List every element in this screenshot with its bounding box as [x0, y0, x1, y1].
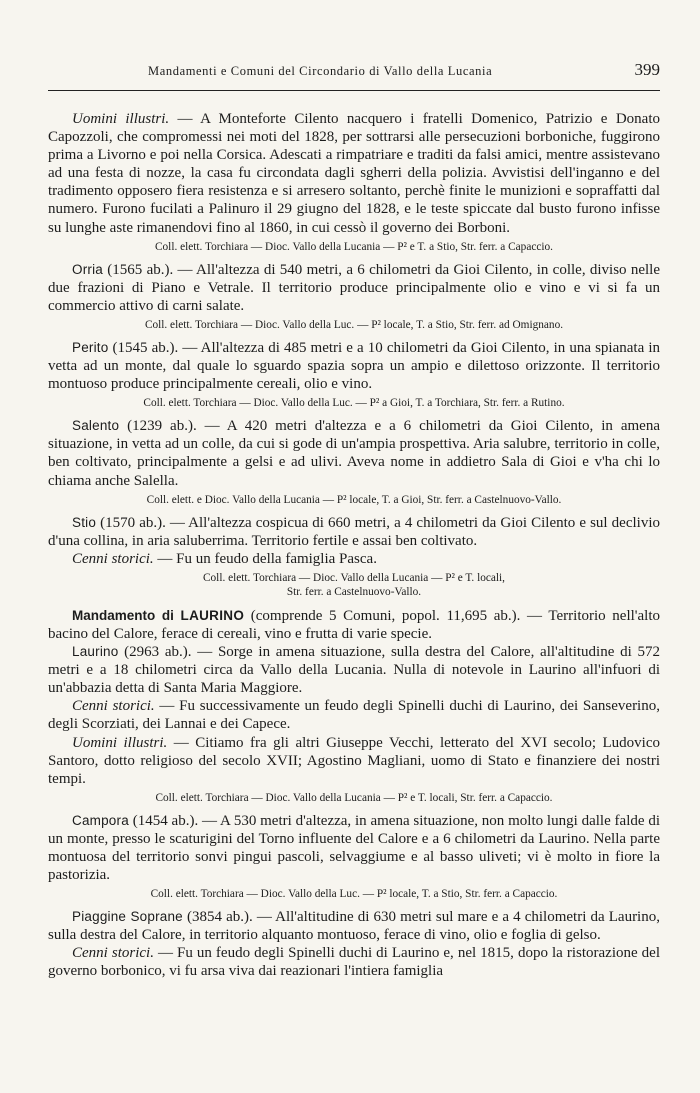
entry-text-stio: (1570 ab.). — All'altezza cospicua di 660 metri, a 4 chilometri da Gioi Cilento e sul declivio d'una collina, in aria saluberrima. Territorio fertile e assai ben coltivato. — [48, 514, 660, 549]
page-header — [48, 62, 660, 84]
paragraph-text: — Fu un feudo della famiglia Pasca. — [153, 550, 377, 567]
coll-line-campora: Coll. elett. Torchiara — Dioc. Vallo della Luc. — P² locale, T. a Stio, Str. ferr. a Capaccio. — [150, 888, 558, 901]
entry-piaggine-soprane — [48, 908, 660, 944]
mandamento-text: (comprende 5 Comuni, popol. 11,695 ab.). — Territorio nell'alto bacino del Calore, ferace di cereali, vino e frutta di varie specie. — [48, 607, 660, 642]
subheading-cenni-storici: Cenni storici. — [72, 945, 154, 962]
paragraph-text: — Fu successivamente un feudo degli Spinelli duchi di Laurino, dei Sanseverino, degli Scorziati, dei Lannai e dei Capece. — [48, 698, 660, 733]
header-rule — [48, 90, 660, 91]
coll-line-laurino: Coll. elett. Torchiara — Dioc. Vallo della Lucania — P² e T. locali, Str. ferr. a Capaccio. — [155, 791, 553, 804]
paragraph-uomini-illustri-monteforte — [48, 110, 660, 237]
mandamento-name: LAURINO — [180, 607, 245, 623]
subheading-cenni-storici: Cenni storici. — [72, 698, 155, 715]
paragraph-cenni-storici-stio — [48, 550, 660, 568]
place-name-perito: Perito — [72, 339, 109, 355]
subheading-cenni-storici: Cenni storici. — [72, 550, 154, 567]
paragraph-uomini-illustri-laurino — [48, 734, 660, 788]
place-name-campora: Campora — [72, 812, 129, 828]
running-title: Mandamenti e Comuni del Circondario di Vallo della Lucania — [148, 64, 493, 78]
entry-perito — [48, 339, 660, 393]
entry-text-piaggine-soprane: (3854 ab.). — All'altitudine di 630 metri sul mare e a 4 chilometri da Laurino, sulla destra del Calore, in territorio alquanto montuoso, ferace di vino, olio e foglia di gelso. — [48, 909, 660, 944]
entry-text-orria: (1565 ab.). — All'altezza di 540 metri, a 6 chilometri da Gioi Cilento, in colle, diviso nelle due frazioni di Piano e Vetrale. Il territorio produce principalmente olio e vino e vi si fa un commercio attivo di carni salate. — [48, 261, 660, 314]
mandamento-label: Mandamento di — [72, 607, 174, 623]
entry-campora — [48, 812, 660, 884]
place-name-piaggine-soprane: Piaggine Soprane — [72, 909, 183, 925]
entry-text-perito: (1545 ab.). — All'altezza di 485 metri e a 10 chilometri da Gioi Cilento, in una spianata in vetta ad un monte, dal quale lo sguardo spazia sopra un ampio e dilettoso orizzonte. Il territorio montuoso produce principalmente cereali, olio e vino. — [48, 339, 660, 393]
place-name-salento: Salento — [72, 418, 120, 434]
paragraph-cenni-storici-piaggine — [48, 944, 660, 980]
paragraph-text: — Citiamo fra gli altri Giuseppe Vecchi, letterato del XVI secolo; Ludovico Santoro, dotto religioso del secolo XVII; Agostino Magliani, uomo di Stato e finanziere dei nostri tempi. — [48, 734, 661, 787]
coll-line-stio — [48, 571, 660, 599]
paragraph-text: — A Monteforte Cilento nacquero i fratelli Domenico, Patrizio e Donato Capozzoli, che compromessi nei moti del 1828, per sottrarsi alle persecuzioni borboniche, fuggirono prima a Livorno e poi nella Corsica. Adescati a rimpatriare e traditi da falsi amici, mentre assistevano ad una festa di nozze, la casa fu circondata dagli sgherri della polizia. Avvistisi dell'inganno e del tradimento opposero fiera resistenza e si arresero soltanto, perchè finite le munizioni e sopraffatti dal numero. Furono fucilati a Palinuro il 29 giugno del 1828, e le teste spiccate dal busto furono infisse su lunghe aste rimanendovi fino al 1860, in cui cessò il governo dei Borboni. — [48, 111, 661, 236]
entry-orria — [48, 261, 660, 315]
paragraph-text: — Fu un feudo degli Spinelli duchi di Laurino e, nel 1815, dopo la ristorazione del governo borbonico, vi fu arsa viva dai reazionari l'intiera famiglia — [48, 945, 660, 980]
coll-line-salento: Coll. elett. e Dioc. Vallo della Lucania — P² locale, T. a Gioi, Str. ferr. a Castelnuovo-Vallo. — [146, 493, 562, 506]
subheading-uomini-illustri: Uomini illustri. — [72, 734, 168, 751]
body-text — [48, 110, 660, 981]
mandamento-laurino — [48, 607, 660, 643]
entry-text-salento: (1239 ab.). — A 420 metri d'altezza e a 6 chilometri da Gioi Cilento, in amena situazione, in vetta ad un colle, da cui si gode di un'ampia prospettiva. Aria salubre, territorio in colle, ben coltivato, principalmente a gelsi e ad ulivi. Aveva nome in addietro Sala di Gioi e v'ha chi lo chiama anche Salella. — [48, 418, 660, 489]
entry-laurino — [48, 643, 660, 697]
subheading-uomini-illustri: Uomini illustri. — [72, 111, 170, 127]
entry-text-laurino: (2963 ab.). — Sorge in amena situazione, sulla destra del Calore, all'altitudine di 572 metri e a 18 chilometri circa da Vallo della Lucania. Nulla di notevole in Laurino all'infuori di un'abbazia detta di Santa Maria Maggiore. — [48, 644, 660, 697]
coll-line-stio-part1: Coll. elett. Torchiara — Dioc. Vallo della Lucania — P² e T. locali, — [203, 571, 505, 584]
place-name-orria: Orria — [72, 261, 103, 277]
place-name-stio: Stio — [72, 514, 97, 530]
place-name-laurino: Laurino — [72, 644, 119, 660]
paragraph-cenni-storici-laurino — [48, 697, 660, 733]
entry-stio — [48, 514, 660, 550]
entry-salento — [48, 417, 660, 489]
entry-text-campora: (1454 ab.). — A 530 metri d'altezza, in amena situazione, non molto lungi dalle falde di un monte, presso le scaturigini del Torno influente del Calore e a 6 chilometri da Laurino. Nella parte montuosa del territorio sonvi pingui pascoli, selvaggiume e al basso uliveti; vi è molto in fiore la pastorizia. — [48, 812, 660, 884]
coll-line-perito: Coll. elett. Torchiara — Dioc. Vallo della Luc. — P² a Gioi, T. a Torchiara, Str. ferr. a Rutino. — [143, 397, 565, 410]
page-number: 399 — [634, 60, 660, 79]
coll-line-orria: Coll. elett. Torchiara — Dioc. Vallo della Luc. — P² locale, T. a Stio, Str. ferr. ad Omignano. — [144, 318, 564, 331]
coll-line-stio-part2: Str. ferr. a Castelnuovo-Vallo. — [286, 585, 422, 598]
coll-line-monteforte: Coll. elett. Torchiara — Dioc. Vallo della Lucania — P² e T. a Stio, Str. ferr. a Capaccio. — [155, 240, 553, 253]
